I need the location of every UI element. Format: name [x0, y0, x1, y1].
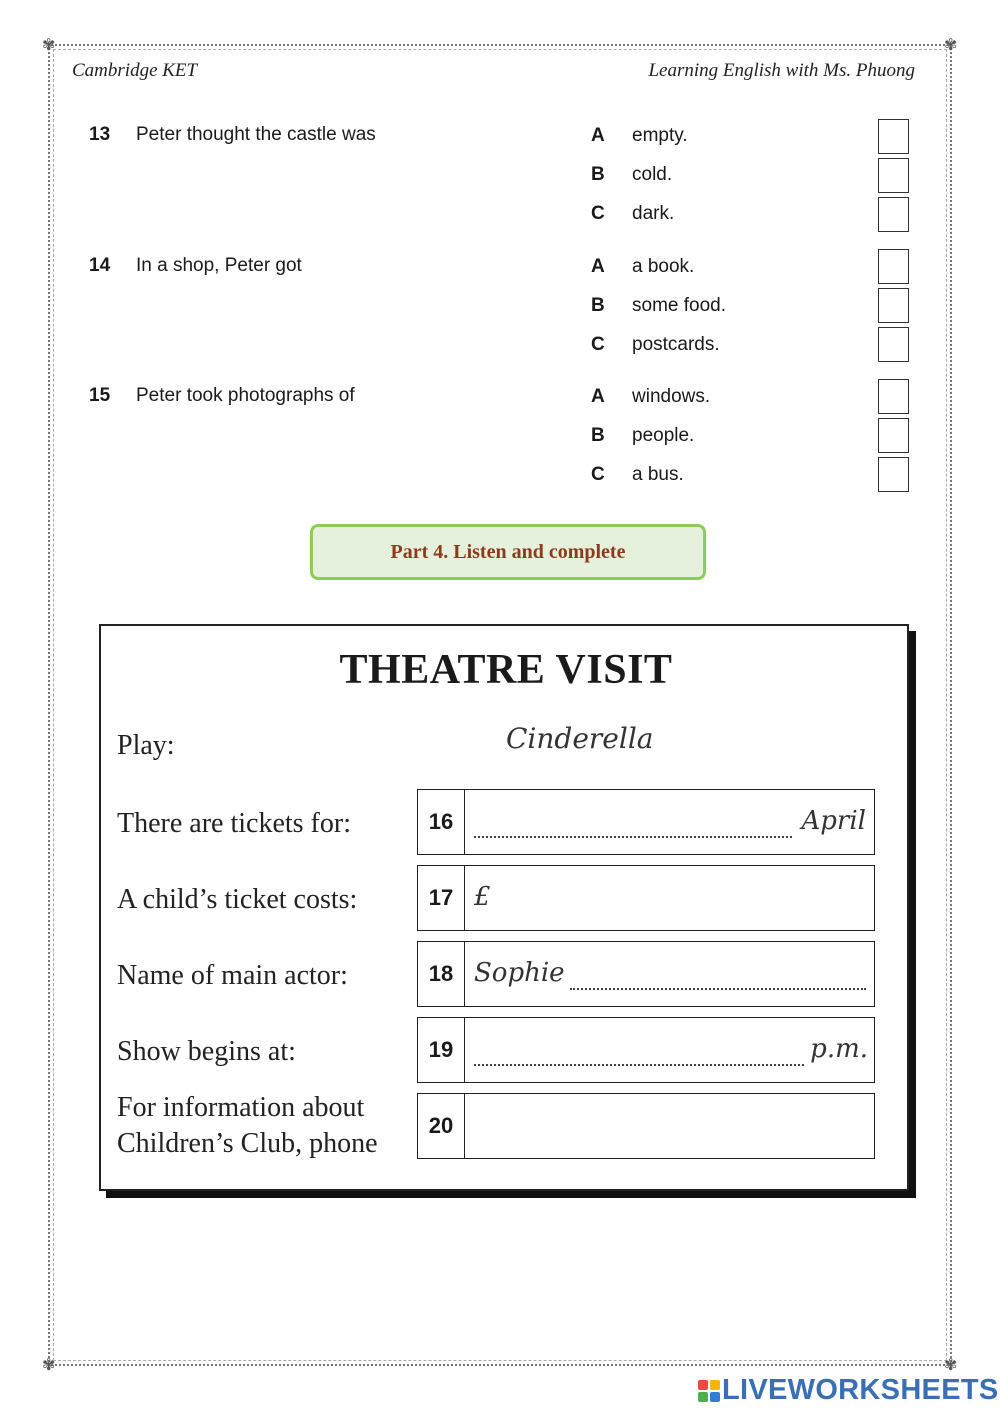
field-label: Children’s Club, phone: [117, 1128, 378, 1159]
answer-checkbox[interactable]: [878, 249, 909, 284]
answer-checkbox[interactable]: [878, 418, 909, 453]
answer-checkbox[interactable]: [878, 158, 909, 193]
option-text: empty.: [632, 125, 688, 146]
option-letter: C: [591, 334, 605, 355]
answer-checkbox[interactable]: [878, 288, 909, 323]
field-label: A child’s ticket costs:: [117, 884, 358, 915]
option-letter: C: [591, 464, 605, 485]
answer-checkbox[interactable]: [878, 197, 909, 232]
theatre-visit-card: [99, 624, 909, 1191]
answer-field-16[interactable]: [417, 789, 875, 855]
option-letter: A: [591, 386, 605, 407]
header-right: Learning English with Ms. Phuong: [648, 60, 915, 81]
dotted-line: [474, 1064, 804, 1066]
answer-field-20[interactable]: [417, 1093, 875, 1159]
answer-checkbox[interactable]: [878, 119, 909, 154]
option-letter: B: [591, 164, 605, 185]
dotted-line: [474, 836, 792, 838]
corner-ornament-icon: ✾: [42, 37, 56, 54]
question-number: 14: [89, 255, 111, 276]
field-suffix: April: [801, 806, 866, 836]
field-label: Show begins at:: [117, 1036, 296, 1067]
field-number: 16: [418, 790, 465, 854]
part-4-banner: Part 4. Listen and complete: [310, 524, 706, 580]
corner-ornament-icon: ✾: [944, 37, 958, 54]
option-text: people.: [632, 425, 695, 446]
field-number: 20: [418, 1094, 465, 1158]
option-letter: C: [591, 203, 605, 224]
option-text: windows.: [632, 386, 711, 407]
play-value: Cinderella: [506, 722, 654, 755]
option-letter: B: [591, 295, 605, 316]
field-number: 19: [418, 1018, 465, 1082]
question-number: 15: [89, 385, 111, 406]
corner-ornament-icon: ✾: [944, 1357, 958, 1374]
liveworksheets-wordmark: LIVEWORKSHEETS: [722, 1374, 999, 1406]
liveworksheets-icon: [698, 1380, 720, 1402]
answer-checkbox[interactable]: [878, 457, 909, 492]
option-text: a bus.: [632, 464, 684, 485]
card-title: THEATRE VISIT: [339, 647, 673, 693]
corner-ornament-icon: ✾: [42, 1357, 56, 1374]
option-text: postcards.: [632, 334, 720, 355]
question-stem: Peter took photographs of: [136, 385, 355, 406]
answer-field-19[interactable]: [417, 1017, 875, 1083]
option-letter: A: [591, 256, 605, 277]
field-suffix: p.m.: [810, 1034, 868, 1064]
field-prefix: Sophie: [474, 958, 565, 988]
question-stem: In a shop, Peter got: [136, 255, 302, 276]
answer-field-18[interactable]: [417, 941, 875, 1007]
field-number: 18: [418, 942, 465, 1006]
answer-checkbox[interactable]: [878, 327, 909, 362]
liveworksheets-logo: [698, 1374, 999, 1407]
answer-field-17[interactable]: [417, 865, 875, 931]
option-text: dark.: [632, 203, 675, 224]
option-letter: A: [591, 125, 605, 146]
option-text: a book.: [632, 256, 695, 277]
play-label: Play:: [117, 730, 175, 761]
field-number: 17: [418, 866, 465, 930]
option-letter: B: [591, 425, 605, 446]
answer-checkbox[interactable]: [878, 379, 909, 414]
question-stem: Peter thought the castle was: [136, 124, 376, 145]
header-left: Cambridge KET: [72, 60, 198, 81]
question-number: 13: [89, 124, 111, 145]
dotted-line: [570, 988, 866, 990]
field-label: For information about: [117, 1092, 365, 1123]
field-prefix: £: [474, 882, 491, 912]
field-label: There are tickets for:: [117, 808, 351, 839]
option-text: some food.: [632, 295, 726, 316]
option-text: cold.: [632, 164, 673, 185]
field-label: Name of main actor:: [117, 960, 348, 991]
